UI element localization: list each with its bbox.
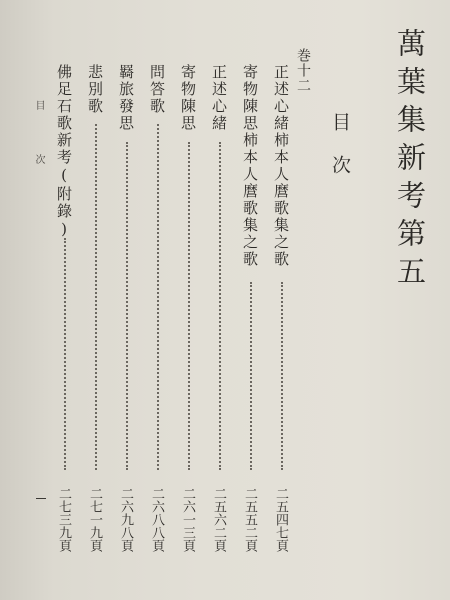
dot-leader: [219, 142, 221, 470]
toc-entry-page: 二五五二頁: [242, 487, 257, 552]
volume-label: 巻十二: [295, 48, 311, 93]
toc-entry-page: 二五六二頁: [211, 487, 226, 552]
toc-entry-title: 正述心緒柿本人麿歌集之歌: [272, 64, 290, 268]
table-of-contents-heading: 目次: [329, 112, 351, 198]
dot-leader: [126, 142, 128, 470]
toc-entry-title: 佛足石歌新考(附錄): [55, 64, 73, 240]
toc-entry-page: 二六一三頁: [180, 487, 195, 552]
dot-leader: [95, 124, 97, 470]
toc-entry-title: 悲別歌: [86, 64, 104, 115]
toc-entry-page: 二五四七頁: [273, 487, 288, 552]
dot-leader: [250, 282, 252, 470]
dot-leader: [157, 124, 159, 470]
toc-entry-page: 二七一九頁: [87, 487, 102, 552]
toc-entry-page: 二六八八頁: [149, 487, 164, 552]
running-head: 目次: [33, 100, 44, 208]
dot-leader: [281, 282, 283, 470]
toc-entry-title: 寄物陳思: [179, 64, 197, 132]
toc-entry-title: 正述心緒: [210, 64, 228, 132]
toc-entry-title: 羇旅發思: [117, 64, 135, 132]
dot-leader: [188, 142, 190, 470]
book-title: 萬葉集新考第五: [393, 28, 427, 294]
toc-entry-page: 二六九八頁: [118, 487, 133, 552]
toc-entry-title: 寄物陳思柿本人麿歌集之歌: [241, 64, 259, 268]
toc-entry-page: 二七三九頁: [56, 487, 71, 552]
toc-entry-title: 問答歌: [148, 64, 166, 115]
dot-leader: [64, 238, 66, 470]
folio-page-number: [36, 498, 46, 499]
